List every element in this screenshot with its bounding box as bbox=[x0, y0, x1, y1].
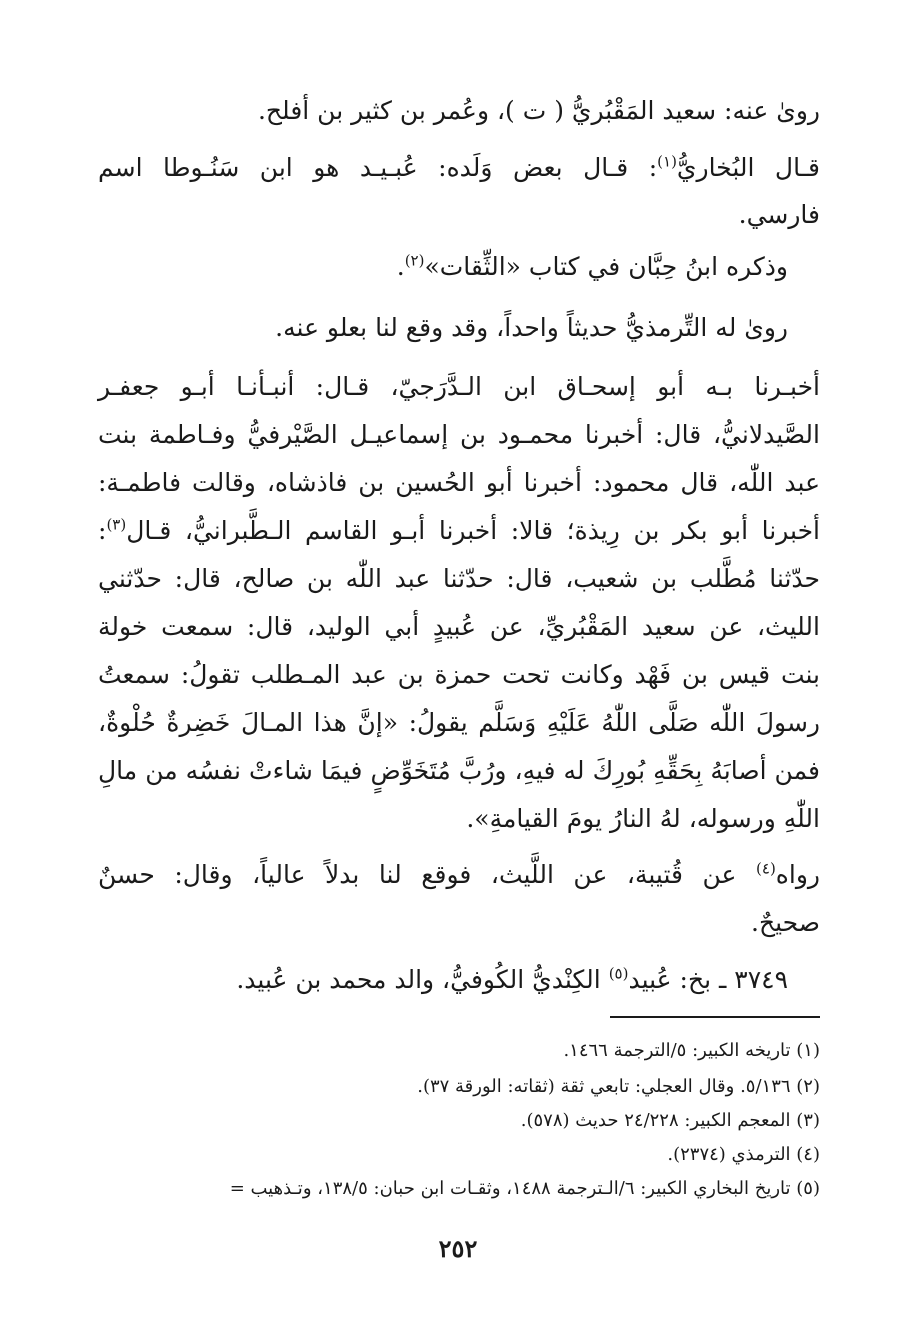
text-line-12: بنت قيس بن فَهْد وكانت تحت حمزة بن عبد المـطلب تقولُ: سمعتُ bbox=[98, 660, 820, 689]
text-line-10: حدّثنا مُطَّلب بن شعيب، قال: حدّثنا عبد اللّٰه بن صالح، قال: حدّثني bbox=[98, 564, 820, 593]
text-line-5: رویٰ له التِّرمذيُّ حديثاً واحداً، وقد وقع لنا بعلو عنه. bbox=[275, 313, 788, 342]
footnote-marker: (٣) bbox=[106, 515, 127, 534]
entry-heading: ٣٧٤٩ ـ بخ: عُبيد$^{(٥)}$ الكِنْديُّ الكُوفيُّ، والد محمد بن عُبيد. bbox=[236, 964, 788, 994]
text-line-15: اللّٰهِ ورسوله، لهُ النارُ يومَ القيامةِ». bbox=[466, 804, 820, 833]
footnote-marker: (٥) bbox=[608, 964, 629, 983]
text-line-9: أخبرنا أبو بكر بن رِيذة؛ قالا: أخبرنا أبـو القاسم الـطَّبرانيُّ، قـال$^{(٣)}$: bbox=[98, 515, 820, 545]
page-number: ٢٥٢ bbox=[438, 1234, 478, 1263]
footnote-marker: (١) bbox=[657, 152, 677, 171]
footnote-2: (٢) ٥/١٣٦. وقال العجلي: تابعي ثقة (ثقاته: الورقة ٣٧). bbox=[417, 1076, 820, 1097]
text-line-1: رویٰ عنه: سعید المَقْبُريُّ ( ت )، وعُمر بن كثیر بن أفلح. bbox=[257, 96, 820, 125]
text-line-2: قـال البُخاريُّ$^{(١)}$: قـال بعض وَلَده: عُبـيـد هو ابن سَنُـوطا اسم bbox=[98, 152, 820, 182]
footnote-4: (٤) الترمذي (٢٣٧٤). bbox=[667, 1144, 820, 1165]
text-line-3: فارسي. bbox=[738, 200, 820, 229]
text-line-17: صحيحٌ. bbox=[751, 908, 820, 937]
footnote-5: (٥) تاريخ البخاري الكبير: ٦/الـترجمة ١٤٨٨، وثقـات ابن حبان: ١٣٨/٥، وتـذهيب = bbox=[229, 1178, 820, 1199]
text-line-14: فمن أصابَهُ بِحَقِّهِ بُورِكَ له فيهِ، ورُبَّ مُتَخَوِّضٍ فيمَا شاءتْ نفسُه من مالِ bbox=[98, 756, 820, 785]
text-line-16: رواه$^{(٤)}$ عن قُتيبة، عن اللَّيث، فوقع لنا بدلاً عالياً، وقال: حسنٌ bbox=[98, 859, 820, 889]
text-line-6: أخبـرنا بـه أبو إسحـاق ابن الـدَّرَجيّ، قـال: أنبـأنـا أبـو جعفـر bbox=[98, 372, 820, 401]
text-line-13: رسولَ اللّٰه صَلَّى اللّٰهُ عَلَيْهِ وَسَلَّم يقولُ: «إنَّ هذا المـالَ خَضِرةٌ حُلْوةٌ، bbox=[98, 708, 820, 737]
footnote-1: (١) تاريخه الكبير: ٥/الترجمة ١٤٦٦. bbox=[563, 1040, 820, 1061]
footnote-marker: (٢) bbox=[404, 251, 425, 270]
text-line-11: الليث، عن سعيد المَقْبُريِّ، عن عُبيدٍ أبي الوليد، قال: سمعت خولة bbox=[98, 612, 820, 641]
footnote-3: (٣) المعجم الكبير: ٢٤/٢٢٨ حديث (٥٧٨). bbox=[520, 1110, 820, 1131]
text-line-4: وذكره ابنُ حِبَّان في كتاب «الثِّقات»$^{(٢)}$. bbox=[396, 251, 788, 281]
text-line-8: عبد اللّٰه، قال محمود: أخبرنا أبو الحُسين بن فاذشاه، وقالت فاطمـة: bbox=[98, 468, 820, 497]
footnote-separator bbox=[610, 1016, 820, 1018]
footnote-marker: (٤) bbox=[756, 859, 776, 878]
text-line-7: الصَّيدلانيُّ، قال: أخبرنا محمـود بن إسماعيـل الصَّيْرفيُّ وفـاطمة بنت bbox=[98, 420, 820, 449]
